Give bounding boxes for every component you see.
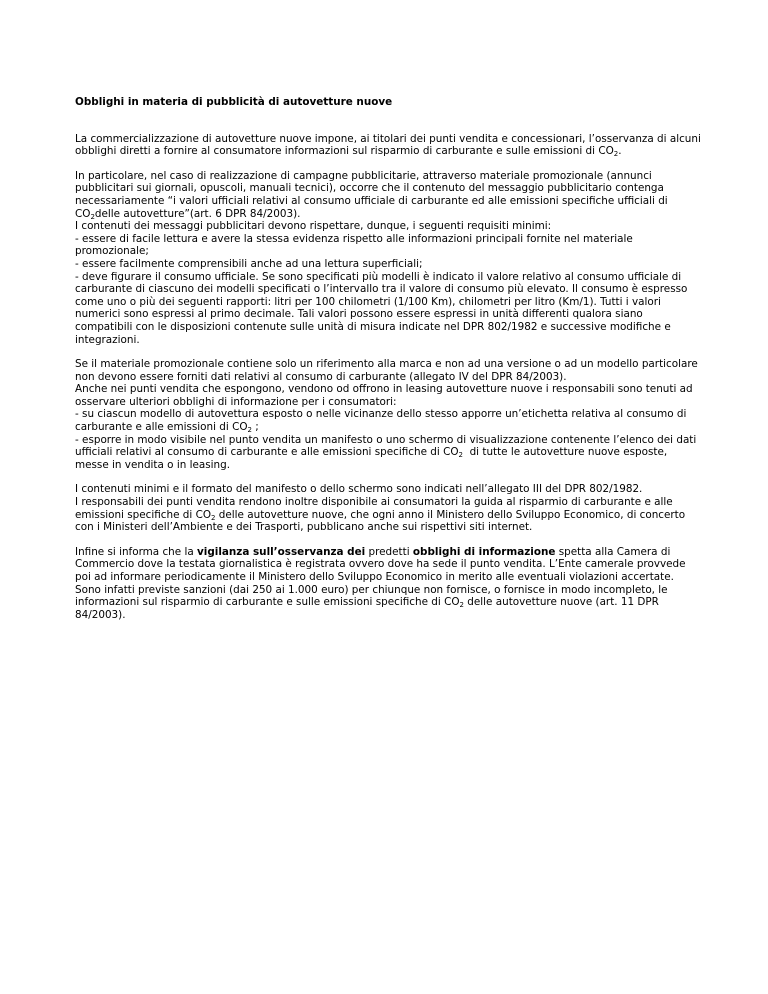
text-fragment: informazioni sul risparmio di carburante e sulle emissioni specifiche di CO [75, 596, 460, 609]
text-fragment: obblighi diretti a fornire al consumatore informazioni sul risparmio di carburante e sulle emissioni di CO [75, 145, 614, 158]
text-line: I contenuti dei messaggi pubblicitari devono rispettare, dunque, i seguenti requisiti minimi: [75, 220, 552, 233]
text-line: - su ciascun modello di autovettura esposto o nelle vicinanze dello stesso apporre un’etichetta relativa al consumo di [75, 408, 687, 421]
subscript-2: 2 [613, 150, 619, 159]
paragraph-manifest [75, 483, 707, 533]
text-line: Se il materiale promozionale contiene solo un riferimento alla marca e non ad una versione o ad un modello particolare [75, 358, 698, 371]
document-page [75, 96, 707, 633]
text-fragment: Infine si informa che la [75, 545, 197, 558]
text-line [75, 509, 707, 522]
text-fragment: delle autovetture”(art. 6 DPR 84/2003). [94, 207, 301, 220]
text-line: messe in vendita o in leasing. [75, 458, 231, 471]
text-line: con i Ministeri dell’Ambiente e dei Trasporti, pubblicano anche sui rispettivi siti internet. [75, 521, 533, 534]
paragraph-intro [75, 133, 707, 158]
text-line: - esporre in modo visibile nel punto vendita un manifesto o uno schermo di visualizzazione contenente l’elenco dei dati [75, 433, 697, 446]
text-line: carburante di ciascuno dei modelli specificati o l’intervallo tra il valore di consumo più elevato. Il consumo è espresso [75, 283, 688, 296]
text-fragment: CO [75, 207, 91, 220]
text-line: La commercializzazione di autovetture nuove impone, ai titolari dei punti vendita e concessionari, l’osservanza di alcuni [75, 132, 701, 145]
text-fragment: di tutte le autovetture nuove esposte, [462, 446, 668, 459]
text-line: Anche nei punti vendita che espongono, vendono od offrono in leasing autovetture nuove i responsabili sono tenuti ad [75, 383, 693, 396]
text-line: I contenuti minimi e il formato del manifesto o dello schermo sono indicati nell’allegato III del DPR 802/1982. [75, 483, 643, 496]
text-line: - essere di facile lettura e avere la stessa evidenza rispetto alle informazioni principali fornite nel materiale [75, 232, 633, 245]
text-line: 84/2003). [75, 608, 126, 621]
text-line [75, 446, 707, 459]
subscript-2: 2 [247, 426, 252, 435]
text-line: poi ad informare periodicamente il Ministero dello Sviluppo Economico in merito alle eventuali violazioni accertate. [75, 571, 674, 583]
text-line [75, 546, 707, 559]
text-fragment: delle autovetture nuove, che ogni anno il Ministero dello Sviluppo Economico, di concerto [215, 508, 686, 521]
text-fragment: ; [252, 421, 259, 434]
subscript-2: 2 [211, 513, 216, 522]
text-fragment: emissioni specifiche di CO [75, 508, 212, 521]
text-line: osservare ulteriori obblighi di informazione per i consumatori: [75, 395, 397, 408]
text-line: numerici sono espressi al primo decimale. Tali valori possono essere espressi in unità differenti qualora siano [75, 308, 643, 321]
paragraph-requirements [75, 170, 707, 346]
paragraph-vigilance [75, 546, 707, 622]
bold-text-obblighi: obblighi di informazione [412, 545, 556, 558]
text-line: necessariamente “i valori ufficiali relativi al consumo ufficiale di carburante ed alle emissioni specifiche ufficiali di [75, 194, 668, 207]
text-line: Sono infatti previste sanzioni (dai 250 ai 1.000 euro) per chiunque non fornisce, o fornisce in modo incompleto, le [75, 583, 668, 596]
text-line: non devono essere forniti dati relativi al consumo di carburante (allegato IV del DPR 84/2003). [75, 370, 567, 383]
text-fragment: carburante e alle emissioni di CO [75, 421, 248, 434]
text-line: - essere facilmente comprensibili anche ad una lettura superficiali; [75, 257, 423, 270]
text-line [75, 596, 707, 609]
text-line: Commercio dove la testata giornalistica è registrata ovvero dove ha sede il punto vendita. L’Ente camerale provvede [75, 558, 686, 571]
text-line [75, 145, 707, 158]
text-line: come uno o più dei seguenti rapporti: litri per 100 chilometri (1/100 Km), chilometri per litro (Km/1). Tutti i valori [75, 295, 661, 308]
paragraph-point-of-sale [75, 358, 707, 471]
subscript-2: 2 [90, 212, 95, 221]
text-line: compatibili con le disposizioni contenute sulle unità di misura indicate nel DPR 802/1982 e successive modifiche e [75, 320, 671, 333]
text-line [75, 208, 707, 221]
text-fragment: predetti [365, 545, 413, 558]
bold-text-vigilanza: vigilanza sull’osservanza dei [197, 545, 366, 558]
text-fragment: ufficiali relativi al consumo di carburante e alle emissioni specifiche di CO [75, 446, 459, 459]
subscript-2: 2 [459, 601, 464, 610]
text-fragment: spetta alla Camera di [555, 545, 671, 558]
text-line: pubblicitari sui giornali, opuscoli, manuali tecnici), occorre che il contenuto del messaggio pubblicitario contenga [75, 182, 664, 195]
text-fragment: delle autovetture nuove (art. 11 DPR [463, 596, 659, 609]
text-line: promozionale; [75, 245, 149, 258]
subscript-2: 2 [458, 451, 463, 460]
text-line: - deve figurare il consumo ufficiale. Se sono specificati più modelli è indicato il valore relativo al consumo ufficiale di [75, 270, 682, 283]
text-line: integrazioni. [75, 333, 140, 346]
document-title: Obblighi in materia di pubblicità di autovetture nuove [75, 96, 393, 108]
text-fragment: . [618, 145, 622, 158]
text-line: In particolare, nel caso di realizzazione di campagne pubblicitarie, attraverso materiale promozionale (annunci [75, 169, 652, 182]
text-line: I responsabili dei punti vendita rendono inoltre disponibile ai consumatori la guida al risparmio di carburante e alle [75, 496, 673, 509]
text-line [75, 421, 707, 434]
